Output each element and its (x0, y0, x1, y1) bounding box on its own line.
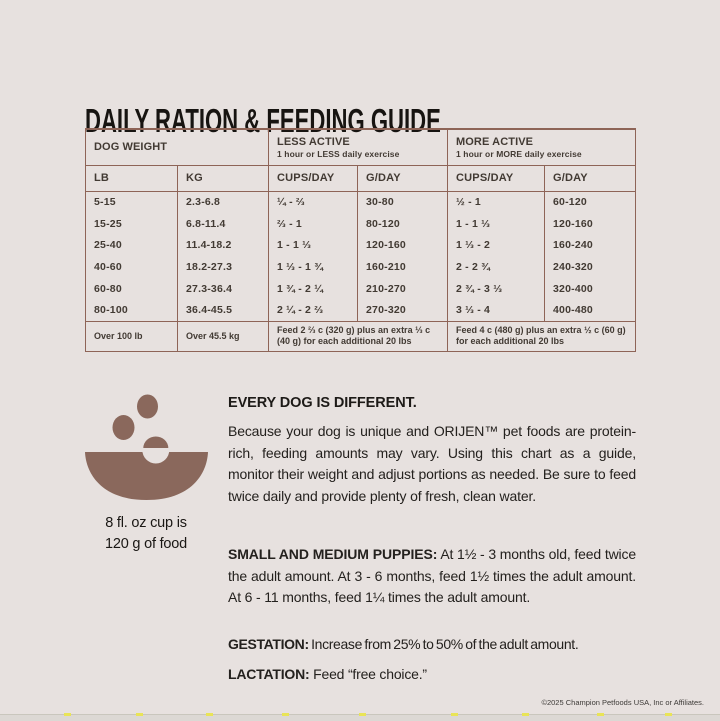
col-header-g-less: G/DAY (358, 165, 448, 191)
table-cell: 5-15 (86, 191, 178, 213)
table-cell: 120-160 (358, 234, 448, 256)
registration-mark (206, 713, 213, 716)
group-header-more-active (448, 129, 636, 165)
registration-mark (64, 713, 71, 716)
table-cell: ½ - 1 (448, 191, 545, 213)
puppies-text: At 1½ - 3 months old, feed twice the adult amount. At 3 - 6 months, feed 1½ times the adult amount. At 6 - 11 months, feed 1¼ times the adult amount. (228, 546, 636, 606)
table-cell: ¼ - ⅔ (269, 191, 358, 213)
lactation-label: LACTATION: (228, 666, 310, 682)
table-cell: 1 ⅓ - 1 ¾ (269, 256, 358, 278)
registration-mark (282, 713, 289, 716)
table-cell: 27.3-36.4 (178, 278, 269, 300)
copyright-notice: ©2025 Champion Petfoods USA, Inc or Affiliates. (541, 698, 704, 707)
table-cell: 2.3-6.8 (178, 191, 269, 213)
group-label: MORE ACTIVE (456, 135, 534, 148)
footer-cell-kg: Over 45.5 kg (178, 321, 269, 351)
every-dog-heading: EVERY DOG IS DIFFERENT. (228, 395, 417, 412)
table-cell: 6.8-11.4 (178, 213, 269, 235)
registration-mark (597, 713, 604, 716)
table-row (86, 256, 636, 278)
col-header-cups-more: CUPS/DAY (448, 165, 545, 191)
col-header-cups-less: CUPS/DAY (269, 165, 358, 191)
group-subtext: 1 hour or LESS daily exercise (277, 148, 400, 159)
table-cell: 400-480 (545, 299, 636, 321)
puppies-paragraph (228, 544, 636, 609)
registration-mark (665, 713, 672, 716)
every-dog-paragraph: Because your dog is unique and ORIJEN™ pet foods are protein-rich, feeding amounts may vary. Using this chart as a guide, monitor their weight and adjust portions as needed. Be sure to feed twice daily and provide plenty of fresh, clean water. (228, 423, 636, 504)
table-cell: 15-25 (86, 213, 178, 235)
footer-note-less-active: Feed 2 ⅔ c (320 g) plus an extra ⅓ c (40 g) for each additional 20 lbs (269, 321, 448, 351)
table-row (86, 299, 636, 321)
table-cell: 270-320 (358, 299, 448, 321)
registration-mark (451, 713, 458, 716)
table-cell: 2 - 2 ¾ (448, 256, 545, 278)
table-row (86, 191, 636, 213)
cup-size-note (80, 513, 212, 555)
cup-note-line1: 8 fl. oz cup is (105, 515, 187, 531)
table-cell: 25-40 (86, 234, 178, 256)
table-row (86, 234, 636, 256)
table-cell: 2 ¾ - 3 ⅓ (448, 278, 545, 300)
registration-mark (522, 713, 529, 716)
table-cell: 160-240 (545, 234, 636, 256)
registration-mark (136, 713, 143, 716)
table-cell: 160-210 (358, 256, 448, 278)
table-cell: 80-100 (86, 299, 178, 321)
group-header-less-active (269, 129, 448, 165)
lactation-text: Feed “free choice.” (309, 666, 427, 682)
table-cell: 60-80 (86, 278, 178, 300)
table-cell: 1 ⅓ - 2 (448, 234, 545, 256)
group-label: LESS ACTIVE (277, 135, 350, 148)
footer-cell-lb: Over 100 lb (86, 321, 178, 351)
table-column-header-row (86, 165, 636, 191)
table-cell: 120-160 (545, 213, 636, 235)
table-cell: 36.4-45.5 (178, 299, 269, 321)
col-header-g-more: G/DAY (545, 165, 636, 191)
cup-note-line2: 120 g of food (104, 536, 188, 552)
food-bowl-icon (83, 392, 209, 504)
col-header-lb: LB (86, 165, 178, 191)
registration-mark (359, 713, 366, 716)
table-cell: 1 - 1 ⅓ (448, 213, 545, 235)
table-cell: 240-320 (545, 256, 636, 278)
group-header-dog-weight (86, 129, 269, 165)
page-title: DAILY RATION & FEEDING GUIDE (85, 102, 441, 140)
gestation-line (228, 636, 636, 652)
group-subtext: 1 hour or MORE daily exercise (456, 148, 582, 159)
gestation-text: Increase from 25% to 50% of the adult amount. (308, 636, 579, 652)
table-cell: 1 - 1 ⅓ (269, 234, 358, 256)
table-cell: 30-80 (358, 191, 448, 213)
table-cell: 2 ¼ - 2 ⅔ (269, 299, 358, 321)
table-cell: 1 ¾ - 2 ¼ (269, 278, 358, 300)
table-row (86, 213, 636, 235)
table-cell: 3 ⅓ - 4 (448, 299, 545, 321)
table-cell: 80-120 (358, 213, 448, 235)
table-cell: 60-120 (545, 191, 636, 213)
lactation-line (228, 666, 636, 682)
gestation-label: GESTATION: (228, 636, 309, 652)
table-row (86, 278, 636, 300)
table-footer-row (86, 321, 636, 351)
col-header-kg: KG (178, 165, 269, 191)
puppies-label: SMALL AND MEDIUM PUPPIES: (228, 546, 438, 562)
table-cell: 40-60 (86, 256, 178, 278)
table-cell: 18.2-27.3 (178, 256, 269, 278)
feeding-guide-table (85, 128, 636, 352)
table-group-header-row (86, 129, 636, 165)
bowl-kibble-graphic (83, 392, 209, 504)
table-cell: ⅔ - 1 (269, 213, 358, 235)
table-cell: 11.4-18.2 (178, 234, 269, 256)
footer-note-more-active: Feed 4 c (480 g) plus an extra ½ c (60 g) for each additional 20 lbs (448, 321, 636, 351)
group-label: DOG WEIGHT (94, 140, 168, 153)
table-cell: 320-400 (545, 278, 636, 300)
table-cell: 210-270 (358, 278, 448, 300)
